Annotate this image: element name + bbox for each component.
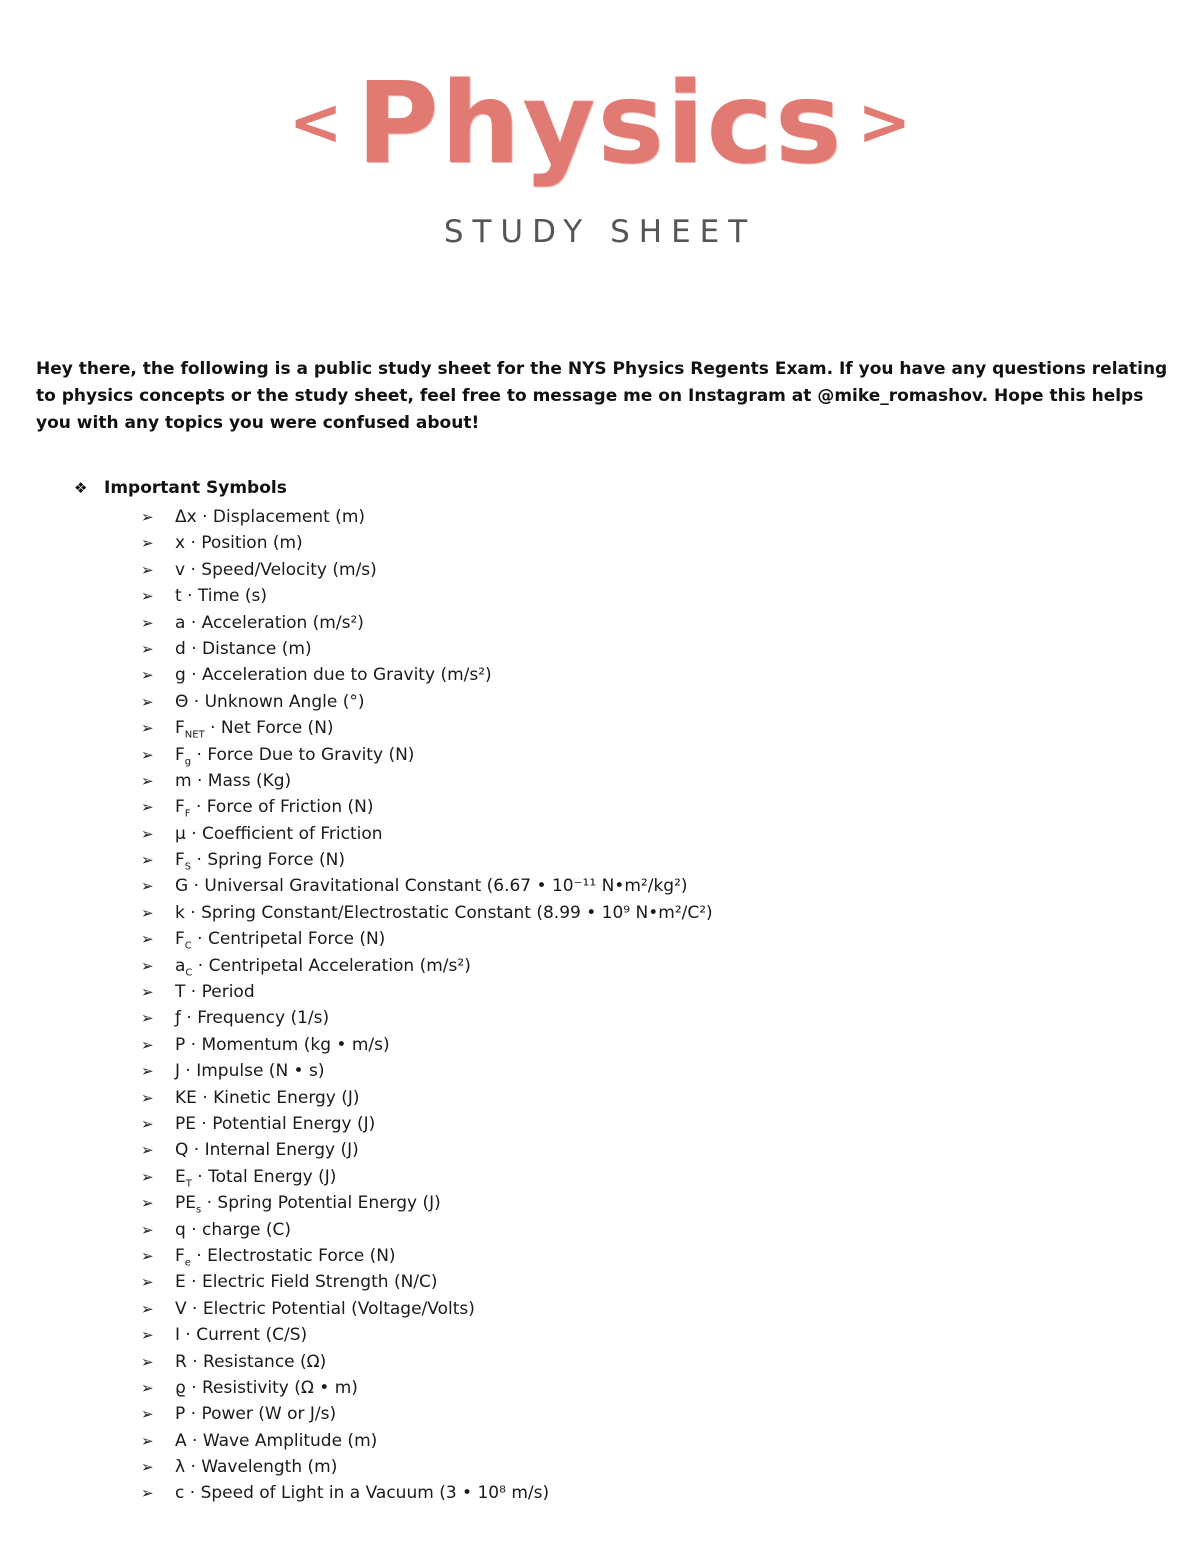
- list-item: [141, 794, 713, 820]
- symbol: [175, 1352, 187, 1372]
- symbol-base: g: [175, 665, 186, 686]
- symbol-description: · Centripetal Acceleration (m/s²): [192, 955, 471, 976]
- symbol-description: · Resistance (Ω): [186, 1351, 327, 1372]
- list-item: [141, 742, 713, 768]
- symbol-base: E: [175, 1166, 186, 1187]
- symbol-base: ϱ: [175, 1377, 186, 1398]
- symbol-description: · Electric Field Strength (N/C): [185, 1272, 438, 1293]
- symbol-description: · Period: [185, 982, 255, 1003]
- symbol-description: · Resistivity (Ω • m): [185, 1377, 358, 1398]
- symbol: [175, 929, 192, 952]
- symbol: [175, 533, 185, 553]
- list-item: [141, 1375, 713, 1401]
- list-item: [141, 979, 713, 1005]
- symbol: [175, 1140, 188, 1160]
- symbol-base: I: [175, 1325, 181, 1346]
- symbol-description: · Net Force (N): [204, 718, 334, 739]
- list-item: [141, 1085, 713, 1111]
- arrow-bullet-icon: ➢: [141, 1009, 154, 1028]
- symbol-description: · Distance (m): [185, 638, 312, 659]
- symbol-description: · Momentum (kg • m/s): [185, 1034, 390, 1055]
- list-item: [141, 1032, 713, 1058]
- symbol-subscript: S: [184, 861, 192, 873]
- symbol: [175, 586, 182, 606]
- symbol-base: Θ: [175, 691, 189, 712]
- symbol-description: · Mass (Kg): [191, 770, 292, 791]
- symbol-base: x: [175, 533, 186, 554]
- symbol-base: E: [175, 1272, 186, 1293]
- list-item: [141, 1269, 713, 1295]
- list-item: [141, 900, 713, 926]
- symbol: [175, 1431, 187, 1451]
- symbol-base: PE: [175, 1193, 196, 1214]
- symbol-base: q: [175, 1219, 186, 1240]
- list-item: [141, 1349, 713, 1375]
- document-subtitle: STUDY SHEET: [443, 214, 757, 250]
- arrow-bullet-icon: ➢: [141, 560, 154, 579]
- list-item: [141, 662, 713, 688]
- list-item: [141, 583, 713, 609]
- symbol-base: μ: [175, 823, 186, 844]
- list-item: [141, 953, 713, 979]
- symbol: [175, 876, 188, 896]
- list-item: [141, 530, 713, 556]
- document-title: [0, 59, 1200, 189]
- right-chevron-icon: >: [857, 86, 912, 160]
- symbol-base: R: [175, 1351, 187, 1372]
- arrow-bullet-icon: ➢: [141, 1405, 154, 1424]
- symbol-description: · Displacement (m): [196, 507, 366, 527]
- symbol-base: m: [175, 770, 192, 791]
- symbol-description: · Frequency (1/s): [181, 1008, 330, 1029]
- arrow-bullet-icon: ➢: [141, 1167, 154, 1186]
- list-item: [141, 1190, 713, 1216]
- list-item: [141, 1322, 713, 1348]
- symbol: [175, 797, 191, 820]
- symbol-description: · Wavelength (m): [185, 1457, 338, 1478]
- symbol-base: G: [175, 876, 189, 897]
- symbol-base: P: [175, 1034, 186, 1055]
- symbol-description: · Speed of Light in a Vacuum (3 • 10⁸ m/s): [184, 1483, 550, 1504]
- symbol-description: · Speed/Velocity (m/s): [185, 559, 377, 580]
- arrow-bullet-icon: ➢: [141, 1062, 154, 1081]
- title-word: Physics: [356, 59, 844, 189]
- arrow-bullet-icon: ➢: [141, 719, 154, 738]
- symbol: [175, 507, 197, 527]
- symbol-subscript: g: [184, 755, 192, 767]
- diamond-bullet-icon: ❖: [74, 479, 88, 497]
- symbol-base: P: [175, 1404, 186, 1425]
- arrow-bullet-icon: ➢: [141, 771, 154, 790]
- symbol-description: · Acceleration due to Gravity (m/s²): [185, 665, 492, 686]
- list-item: [141, 504, 713, 530]
- symbol-base: λ: [175, 1457, 186, 1478]
- symbol-base: d: [175, 638, 186, 659]
- list-item: [141, 1401, 713, 1427]
- arrow-bullet-icon: ➢: [141, 534, 154, 553]
- symbol-base: V: [175, 1298, 187, 1319]
- symbol-subscript: s: [196, 1204, 202, 1216]
- arrow-bullet-icon: ➢: [141, 1299, 154, 1318]
- symbol-base: Q: [175, 1140, 189, 1161]
- arrow-bullet-icon: ➢: [141, 851, 154, 870]
- symbol-description: · Kinetic Energy (J): [196, 1087, 360, 1108]
- arrow-bullet-icon: ➢: [141, 1431, 154, 1450]
- arrow-bullet-icon: ➢: [141, 877, 154, 896]
- symbol-description: · Coefficient of Friction: [185, 823, 383, 844]
- arrow-bullet-icon: ➢: [141, 903, 154, 922]
- list-item: [141, 1454, 713, 1480]
- symbol-base: PE: [175, 1113, 196, 1134]
- arrow-bullet-icon: ➢: [141, 983, 154, 1002]
- symbol-base: k: [175, 902, 185, 923]
- symbol: [175, 1193, 202, 1216]
- symbol-base: J: [175, 1061, 181, 1082]
- arrow-bullet-icon: ➢: [141, 930, 154, 949]
- symbol-description: · Force of Friction (N): [190, 797, 374, 818]
- arrow-bullet-icon: ➢: [141, 1273, 154, 1292]
- arrow-bullet-icon: ➢: [141, 798, 154, 817]
- symbol-base: c: [175, 1483, 185, 1504]
- symbol-subscript: NET: [184, 729, 205, 741]
- arrow-bullet-icon: ➢: [141, 587, 154, 606]
- symbol-description: · Internal Energy (J): [188, 1140, 359, 1161]
- symbol-description: · Spring Constant/Electrostatic Constant (8.99 • 10⁹ N•m²/C²): [184, 902, 713, 923]
- list-item: [141, 636, 713, 662]
- arrow-bullet-icon: ➢: [141, 639, 154, 658]
- symbol-subscript: e: [184, 1257, 191, 1269]
- arrow-bullet-icon: ➢: [141, 613, 154, 632]
- symbol: [175, 1272, 186, 1292]
- symbol: [175, 1088, 197, 1108]
- symbol: [175, 613, 185, 633]
- symbol-base: a: [175, 955, 186, 976]
- symbol: [175, 665, 186, 685]
- symbol: [175, 1457, 185, 1477]
- symbol-base: A: [175, 1430, 187, 1451]
- symbol-description: · Power (W or J/s): [185, 1404, 337, 1425]
- arrow-bullet-icon: ➢: [141, 956, 154, 975]
- arrow-bullet-icon: ➢: [141, 1114, 154, 1133]
- arrow-bullet-icon: ➢: [141, 824, 154, 843]
- arrow-bullet-icon: ➢: [141, 1141, 154, 1160]
- list-item: [141, 1243, 713, 1269]
- symbol: [175, 1378, 186, 1398]
- symbol-subscript: C: [184, 940, 192, 952]
- symbol-base: ƒ: [175, 1008, 181, 1029]
- list-item: [141, 1480, 713, 1506]
- symbol: [175, 1166, 192, 1190]
- symbol-description: · Acceleration (m/s²): [185, 612, 364, 633]
- intro-paragraph: Hey there, the following is a public study sheet for the NYS Physics Regents Exam. If you have any questions relating to physics concepts or the study sheet, feel free to message me on Instagram at @mike_romashov. Hope this helps you with any topics you were confused about!: [36, 359, 1168, 433]
- list-item: [141, 1137, 713, 1163]
- symbol-base: T: [175, 982, 186, 1003]
- arrow-bullet-icon: ➢: [141, 745, 154, 764]
- arrow-bullet-icon: ➢: [141, 1194, 154, 1213]
- symbol-description: · Time (s): [181, 586, 268, 607]
- symbol: [175, 1035, 185, 1055]
- list-item: [141, 1164, 713, 1190]
- symbol-base: F: [175, 744, 185, 765]
- list-item: [141, 926, 713, 952]
- arrow-bullet-icon: ➢: [141, 1458, 154, 1477]
- arrow-bullet-icon: ➢: [141, 1484, 154, 1503]
- symbol-base: F: [175, 718, 185, 739]
- list-item: [141, 873, 713, 899]
- left-chevron-icon: <: [288, 86, 343, 160]
- symbol-base: v: [175, 559, 186, 580]
- symbol-base: a: [175, 612, 186, 633]
- list-item: [141, 610, 713, 636]
- arrow-bullet-icon: ➢: [141, 1378, 154, 1397]
- list-item: [141, 1296, 713, 1322]
- symbol-base: Δx: [175, 507, 197, 527]
- symbol-description: · Spring Force (N): [191, 850, 345, 871]
- list-item: [141, 1111, 713, 1137]
- arrow-bullet-icon: ➢: [141, 508, 154, 526]
- arrow-bullet-icon: ➢: [141, 1220, 154, 1239]
- section-title: Important Symbols: [104, 478, 287, 498]
- symbol-description: · Current (C/S): [180, 1325, 308, 1346]
- arrow-bullet-icon: ➢: [141, 666, 154, 685]
- symbol-description: · Unknown Angle (°): [188, 691, 365, 712]
- symbol: [175, 771, 192, 791]
- symbol-subscript: C: [185, 967, 193, 979]
- symbol-base: F: [175, 797, 185, 818]
- symbol-description: · Force Due to Gravity (N): [191, 744, 415, 765]
- list-item: [141, 1005, 713, 1031]
- symbol: [175, 718, 205, 741]
- symbol: [175, 955, 193, 979]
- symbol-description: · Wave Amplitude (m): [186, 1430, 378, 1451]
- symbol-description: · Electric Potential (Voltage/Volts): [186, 1298, 475, 1319]
- symbol-base: F: [175, 850, 185, 871]
- symbol-base: F: [175, 1245, 185, 1266]
- arrow-bullet-icon: ➢: [141, 1035, 154, 1054]
- arrow-bullet-icon: ➢: [141, 1352, 154, 1371]
- symbol-base: KE: [175, 1087, 197, 1108]
- symbol: [175, 1245, 191, 1269]
- symbol: [175, 639, 186, 659]
- symbol-description: · charge (C): [185, 1219, 292, 1240]
- symbol: [175, 903, 185, 923]
- list-item: [141, 1217, 713, 1243]
- list-item: [141, 847, 713, 873]
- symbol-subscript: F: [184, 808, 191, 820]
- section-heading: [74, 475, 287, 501]
- arrow-bullet-icon: ➢: [141, 1088, 154, 1107]
- symbol-description: · Centripetal Force (N): [191, 929, 386, 950]
- symbol: [175, 560, 185, 580]
- list-item: [141, 1058, 713, 1084]
- symbol-description: · Position (m): [185, 533, 303, 554]
- arrow-bullet-icon: ➢: [141, 1246, 154, 1265]
- list-item: [141, 821, 713, 847]
- list-item: [141, 1428, 713, 1454]
- symbol: [175, 745, 191, 765]
- symbol-base: t: [175, 586, 182, 607]
- symbol-description: · Universal Gravitational Constant (6.67 • 10⁻¹¹ N•m²/kg²): [188, 876, 688, 897]
- symbol-base: F: [175, 929, 185, 950]
- symbol: [175, 1404, 185, 1424]
- symbol-description: · Electrostatic Force (N): [190, 1245, 396, 1266]
- symbol: [175, 982, 185, 1002]
- symbol-description: · Total Energy (J): [191, 1166, 337, 1187]
- list-item: [141, 715, 713, 741]
- list-item: [141, 689, 713, 715]
- list-item: [141, 768, 713, 794]
- symbol: [175, 824, 186, 844]
- symbol: [175, 1220, 186, 1240]
- symbol-description: · Impulse (N • s): [180, 1061, 325, 1082]
- arrow-bullet-icon: ➢: [141, 692, 154, 711]
- arrow-bullet-icon: ➢: [141, 1326, 154, 1345]
- symbol-description: · Spring Potential Energy (J): [201, 1193, 441, 1214]
- symbol-list: [141, 504, 713, 1507]
- symbol: [175, 1483, 184, 1503]
- symbol: [175, 692, 188, 712]
- symbol-description: · Potential Energy (J): [196, 1113, 376, 1134]
- list-item: [141, 557, 713, 583]
- symbol: [175, 1114, 196, 1134]
- symbol: [175, 1299, 187, 1319]
- symbol-subscript: T: [185, 1178, 192, 1190]
- symbol: [175, 850, 192, 873]
